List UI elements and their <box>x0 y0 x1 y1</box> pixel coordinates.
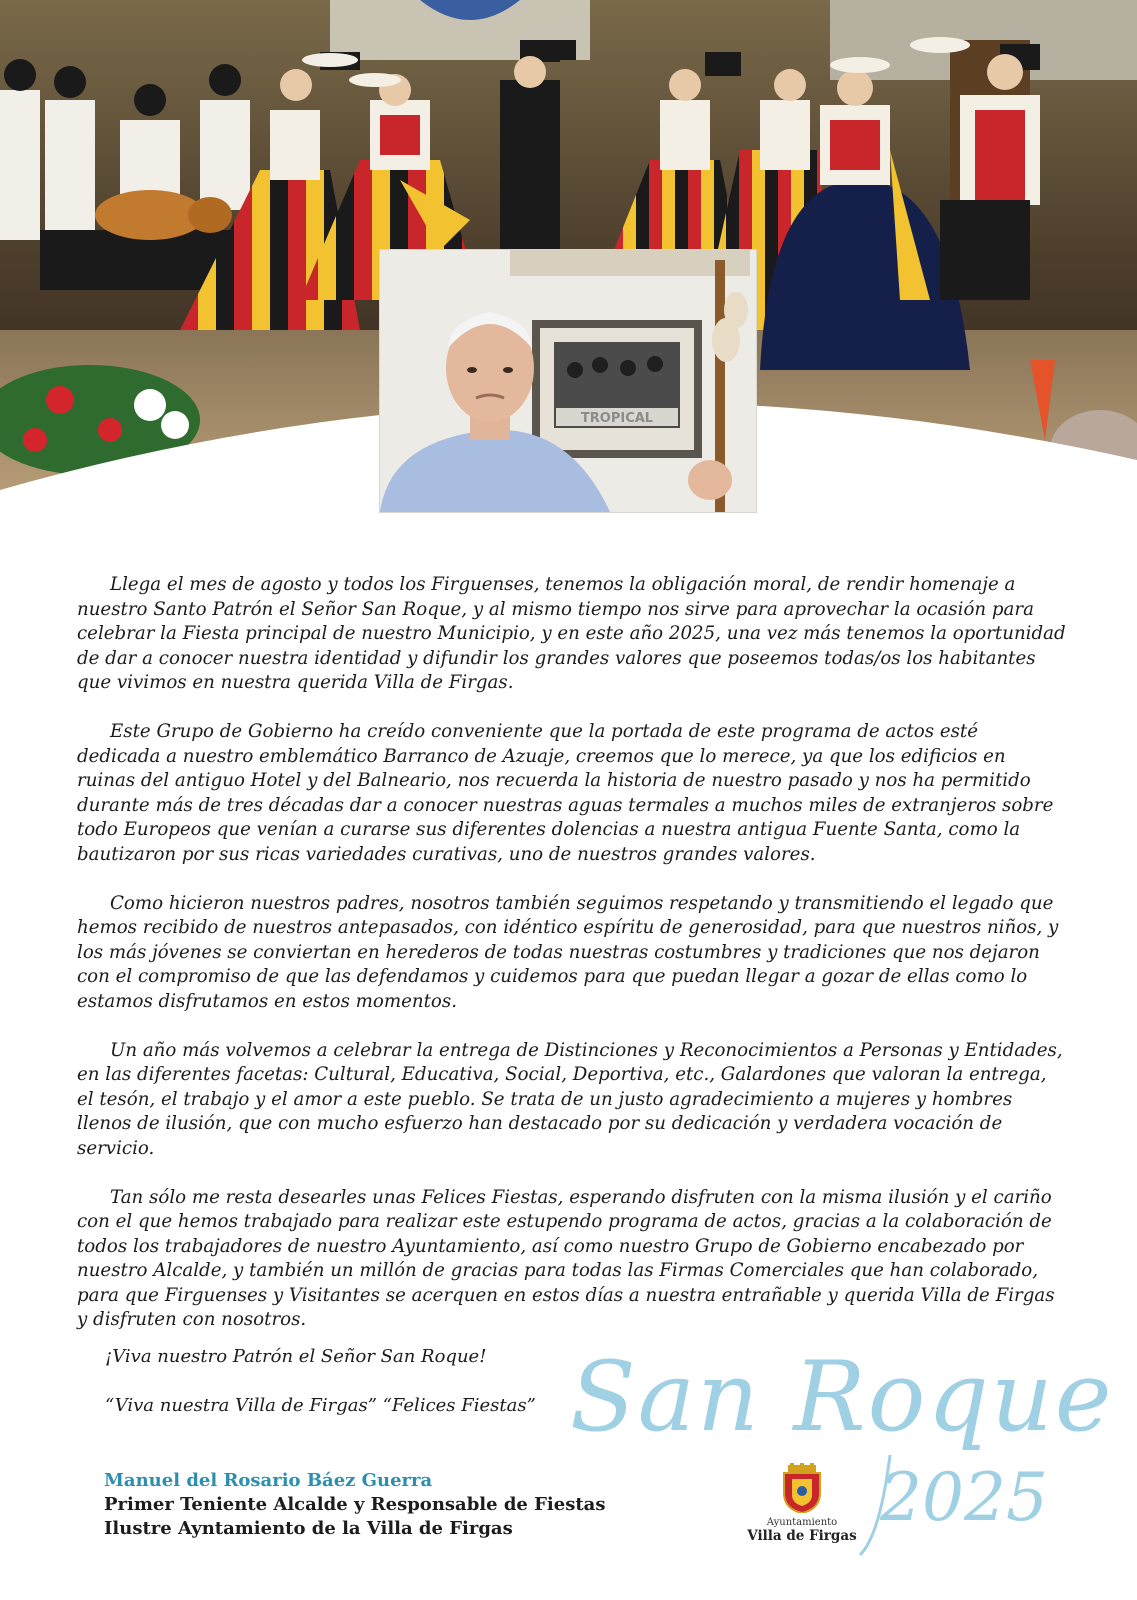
signer-role: Primer Teniente Alcalde y Responsable de Fiestas <box>104 1494 606 1515</box>
coat-of-arms-icon <box>780 1463 824 1513</box>
script-title-text: San Roque <box>570 1341 1114 1453</box>
paragraph-2: Este Grupo de Gobierno ha creído conveniente que la portada de este programa de actos esté dedicada a nuestro emblemático Barranco de Azuaje, creemos que lo merece, ya que los edificios en ruinas del antiguo Hotel y del Balneario, nos recuerda la historia de nuestro pasado y nos ha permitido durante más de tres décadas dar a conocer nuestras aguas termales a muchos miles de extranjeros sobre todo Europeos que venían a curarse sus diferentes dolencias a nuestra antigua Fuente Santa, como la bautizaron por sus ricas variedades curativas, uno de nuestros grandes valores. <box>77 721 1054 865</box>
paragraph-5: Tan sólo me resta desearles unas Felices Fiestas, esperando disfruten con la misma ilusión y el cariño con el que hemos trabajado para realizar este estupendo programa de actos, gracias a la colaboración de todos los trabajadores de nuestro Ayuntamiento, así como nuestro Grupo de Gobierno encabezado por nuestro Alcalde, y también un millón de gracias para todas las Firmas Comerciales que han colaborado, para que Firguenses y Visitantes se acerquen en estos días a nuestra entrañable y querida Villa de Firgas y disfruten con nosotros. <box>77 1186 1055 1330</box>
script-year-text: 2025 <box>880 1459 1048 1536</box>
town-crest <box>746 1463 858 1553</box>
crest-label-small: Ayuntamiento <box>766 1517 838 1528</box>
signer-name: Manuel del Rosario Báez Guerra <box>104 1470 433 1491</box>
letter-body <box>77 573 1067 1357</box>
portrait-photo <box>380 250 756 512</box>
crest-label-town: Villa de Firgas <box>747 1528 857 1544</box>
viva-line-1: ¡Viva nuestro Patrón el Señor San Roque! <box>105 1346 487 1367</box>
frame-caption: TROPICAL <box>580 411 654 426</box>
signer-organization: Ilustre Ayntamiento de la Villa de Firgas <box>104 1518 513 1539</box>
viva-line-2: “Viva nuestra Villa de Firgas” “Felices Fiestas” <box>105 1395 536 1416</box>
paragraph-3: Como hicieron nuestros padres, nosotros también seguimos respetando y transmitiendo el legado que hemos recibido de nuestros antepasados, con idéntico espíritu de generosidad, para que nuestros niños, y los más jóvenes se conviertan en herederos de todas nuestras costumbres y tradiciones que nos dejaron con el compromiso de que las defendamos y cuidemos para que puedan llegar a gozar de ellas como lo estamos disfrutamos en estos momentos. <box>77 892 1059 1012</box>
paragraph-1: Llega el mes de agosto y todos los Firguenses, tenemos la obligación moral, de rendir homenaje a nuestro Santo Patrón el Señor San Roque, y al mismo tiempo nos sirve para aprovechar la ocasión para celebrar la Fiesta principal de nuestro Municipio, y en este año 2025, una vez más tenemos la oportunidad de dar a conocer nuestra identidad y difundir los grandes valores que poseemos todas/os los habitantes que vivimos en nuestra querida Villa de Firgas. <box>77 574 1066 693</box>
paragraph-4: Un año más volvemos a celebrar la entrega de Distinciones y Reconocimientos a Personas y Entidades, en las diferentes facetas: Cultural, Educativa, Social, Deportiva, etc., Galardones que valoran la entrega, el tesón, el trabajo y el amor a este pueblo. Se trata de un justo agradecimiento a mujeres y hombres llenos de ilusión, que con mucho esfuerzo han destacado por su dedicación y verdadera vocación de servicio. <box>77 1039 1063 1159</box>
